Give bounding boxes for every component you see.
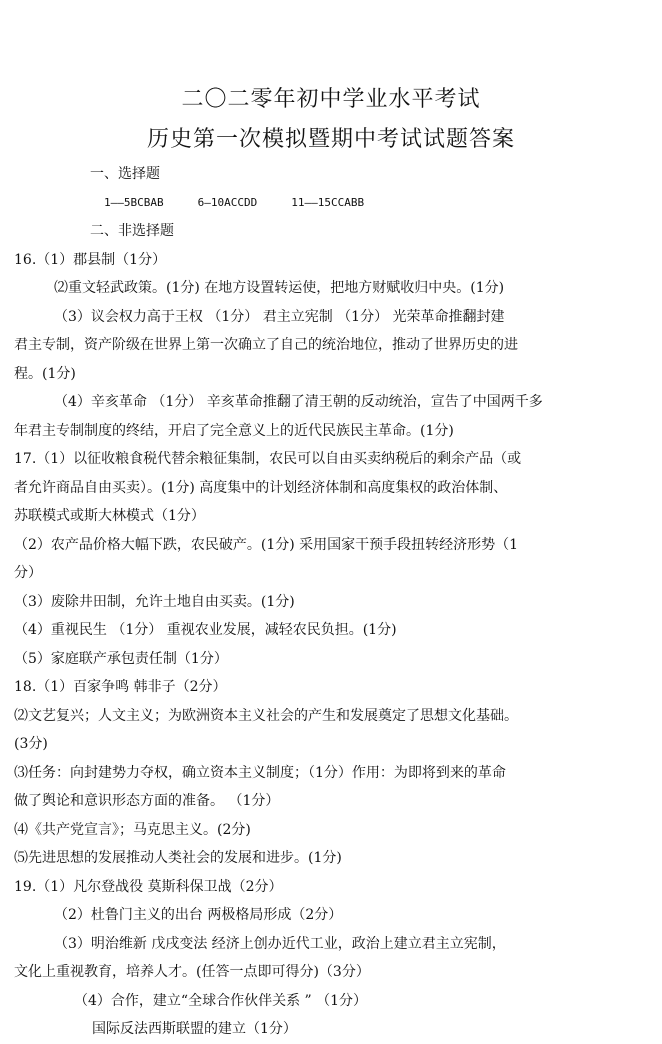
answer-line: （3）明治维新 戊戌变法 经济上创办近代工业，政治上建立君主立宪制， — [54, 935, 506, 952]
section-heading-nonchoice: 二、非选择题 — [90, 223, 174, 239]
answer-line: ⑵文艺复兴；人文主义；为欧洲资本主义社会的产生和发展奠定了思想文化基础。 — [14, 707, 518, 724]
answer-line: 分） — [14, 565, 42, 581]
answer-line: 18.（1）百家争鸣 韩非子（2分） — [14, 679, 227, 695]
answer-line: （2）农产品价格大幅下跌，农民破产。(1分) 采用国家干预手段扭转经济形势（1 — [14, 536, 519, 553]
answer-line: 文化上重视教育，培养人才。(任答一点即可得分)（3分） — [14, 964, 370, 980]
answer-line: ⑶任务：向封建势力夺权，确立资本主义制度；（1分）作用：为即将到来的革命 — [14, 764, 506, 781]
answer-line: ⑸先进思想的发展推动人类社会的发展和进步。(1分) — [14, 850, 342, 866]
answer-line: 君主专制，资产阶级在世界上第一次确立了自己的统治地位，推动了世界历史的进 — [14, 337, 518, 353]
answer-line: 16.（1）郡县制（1分） — [14, 251, 167, 268]
answer-body — [14, 160, 604, 1044]
answer-line: （3）议会权力高于王权 （1分） 君主立宪制 （1分） 光荣革命推翻封建 — [54, 308, 505, 325]
document-title-line2: 历史第一次模拟暨期中考试试题答案 — [146, 127, 515, 152]
answer-line: 年君主专制制度的终结，开启了完全意义上的近代民族民主革命。(1分) — [14, 422, 454, 439]
answer-line: （5）家庭联产承包责任制（1分） — [14, 650, 228, 667]
answer-line: 做了舆论和意识形态方面的准备。 （1分） — [14, 793, 280, 809]
answer-line: 程。(1分) — [14, 365, 76, 382]
document-title-line1: 二〇二零年初中学业水平考试 — [181, 87, 481, 112]
choice-answers — [74, 189, 604, 218]
answer-line: （2）杜鲁门主义的出台 两极格局形成（2分） — [54, 907, 343, 923]
answer-line: ⑷《共产党宣言》；马克思主义。(2分) — [14, 821, 251, 838]
answer-line: 国际反法西斯联盟的建立（1分） — [92, 1021, 297, 1037]
answer-line: 者允许商品自由买卖）。(1分) 高度集中的计划经济体制和高度集权的政治体制、 — [14, 479, 508, 496]
answer-line: （4）合作，建立“全球合作伙伴关系 ” （1分） — [74, 992, 368, 1009]
answer-line: （4）辛亥革命 （1分） 辛亥革命推翻了清王朝的反动统治，宣告了中国两千多 — [54, 394, 543, 410]
choice-answer-group: 6—10ACCDD — [197, 195, 258, 209]
answer-line: 苏联模式或斯大林模式（1分） — [14, 508, 205, 524]
choice-answer-group: 1——5BCBAB — [104, 195, 164, 209]
answer-line: （4）重视民生 （1分） 重视农业发展，减轻农民负担。(1分) — [14, 622, 397, 638]
choice-answer-group: 11——15CCABB — [291, 195, 365, 209]
answer-line: (3分) — [14, 736, 48, 752]
answer-line: 19.（1）凡尔登战役 莫斯科保卫战（2分） — [14, 878, 283, 895]
answer-line: （3）废除井田制，允许土地自由买卖。(1分) — [14, 593, 295, 610]
answer-line: ⑵重文轻武政策。(1分) 在地方设置转运使，把地方财赋收归中央。(1分) — [54, 280, 505, 296]
answer-line: 17.（1）以征收粮食税代替余粮征集制，农民可以自由买卖纳税后的剩余产品（或 — [14, 451, 522, 467]
section-heading-choice: 一、选择题 — [90, 166, 160, 182]
